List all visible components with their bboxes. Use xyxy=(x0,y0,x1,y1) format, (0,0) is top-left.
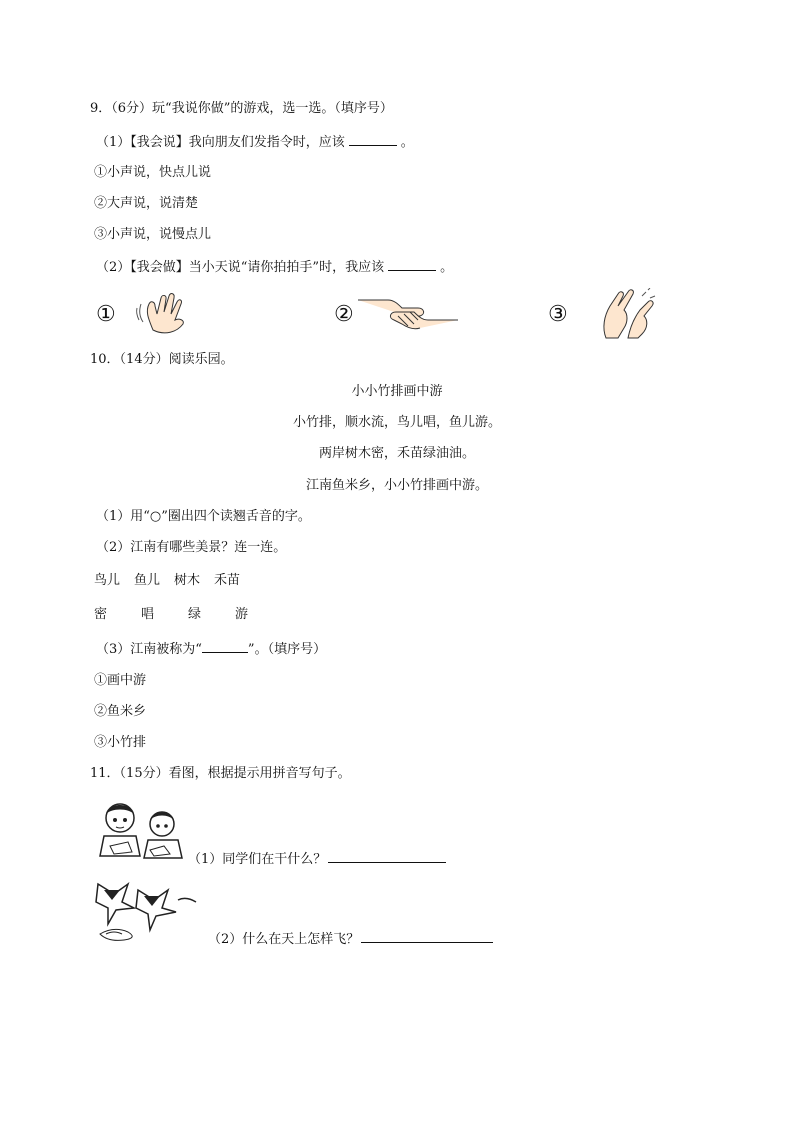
q10-sub1: （1）用“○”圈出四个读翘舌音的字。 xyxy=(96,509,311,524)
q10-sub3-end: ”。（填序号） xyxy=(247,642,327,657)
q11-sub2-text: （2）什么在天上怎样飞？ xyxy=(208,932,360,947)
birds-flying-illustration xyxy=(94,880,206,944)
match-bottom-item[interactable]: 唱 xyxy=(141,607,155,622)
q10-option-3: ③小竹排 xyxy=(94,735,147,750)
q9-sub2-text: （2）【我会做】当小天说“请你拍拍手”时，我应该 xyxy=(96,260,385,275)
q9-header: 9．（6分）玩“我说你做”的游戏，选一选。（填序号） xyxy=(90,101,393,116)
q9-sub1-end: 。 xyxy=(400,135,414,150)
q10-option-2: ②鱼米乡 xyxy=(94,704,147,719)
q11-sub1-text: （1）同学们在干什么？ xyxy=(188,852,327,867)
q10-sub2: （2）江南有哪些美景？连一连。 xyxy=(96,540,287,555)
q9-image-label-1: ① xyxy=(96,302,116,327)
q9-image-label-3: ③ xyxy=(548,302,568,327)
match-top-item[interactable]: 鸟儿 xyxy=(94,573,121,588)
q9-sub1-text: （1）【我会说】我向朋友们发指令时，应该 xyxy=(96,135,345,150)
students-reading-illustration xyxy=(98,796,188,862)
q9-sub1 xyxy=(96,133,414,152)
q10-sub3 xyxy=(96,640,326,659)
waving-hand-icon xyxy=(135,290,205,338)
answer-blank[interactable] xyxy=(349,133,397,146)
q11-sub1 xyxy=(188,850,450,869)
q11-header: 11．（15分）看图，根据提示用拼音写句子。 xyxy=(90,766,351,781)
match-bottom-item[interactable]: 密 xyxy=(94,607,108,622)
q9-option-3: ③小声说，说慢点儿 xyxy=(94,227,212,242)
poem-line-2: 两岸树木密，禾苗绿油油。 xyxy=(318,446,475,461)
answer-line[interactable] xyxy=(361,930,493,943)
q10-header: 10．（14分）阅读乐园。 xyxy=(90,352,234,367)
poem-line-3: 江南鱼米乡，小小竹排画中游。 xyxy=(305,478,488,493)
poem-title: 小小竹排画中游 xyxy=(351,384,443,399)
match-bottom-row xyxy=(94,606,248,624)
answer-line[interactable] xyxy=(328,850,446,863)
match-bottom-item[interactable]: 游 xyxy=(235,607,249,622)
q9-sub2-end: 。 xyxy=(440,260,454,275)
q9-image-label-2: ② xyxy=(334,302,354,327)
poem-line-1: 小竹排，顺水流，鸟儿唱，鱼儿游。 xyxy=(292,415,501,430)
match-bottom-item[interactable]: 绿 xyxy=(188,607,202,622)
clapping-hands-icon xyxy=(598,288,658,340)
q9-sub2 xyxy=(96,258,453,277)
q9-option-2: ②大声说，说清楚 xyxy=(94,196,199,211)
q10-option-1: ①画中游 xyxy=(94,673,147,688)
match-top-item[interactable]: 禾苗 xyxy=(214,573,241,588)
q9-option-1: ①小声说，快点儿说 xyxy=(94,165,212,180)
match-top-row xyxy=(94,572,240,590)
q10-sub3-start: （3）江南被称为“ xyxy=(96,642,202,657)
handshake-icon xyxy=(358,290,458,336)
match-top-item[interactable]: 树木 xyxy=(174,573,201,588)
answer-blank[interactable] xyxy=(388,258,436,271)
q11-sub2 xyxy=(208,930,497,949)
match-top-item[interactable]: 鱼儿 xyxy=(134,573,161,588)
answer-blank[interactable] xyxy=(202,640,248,653)
